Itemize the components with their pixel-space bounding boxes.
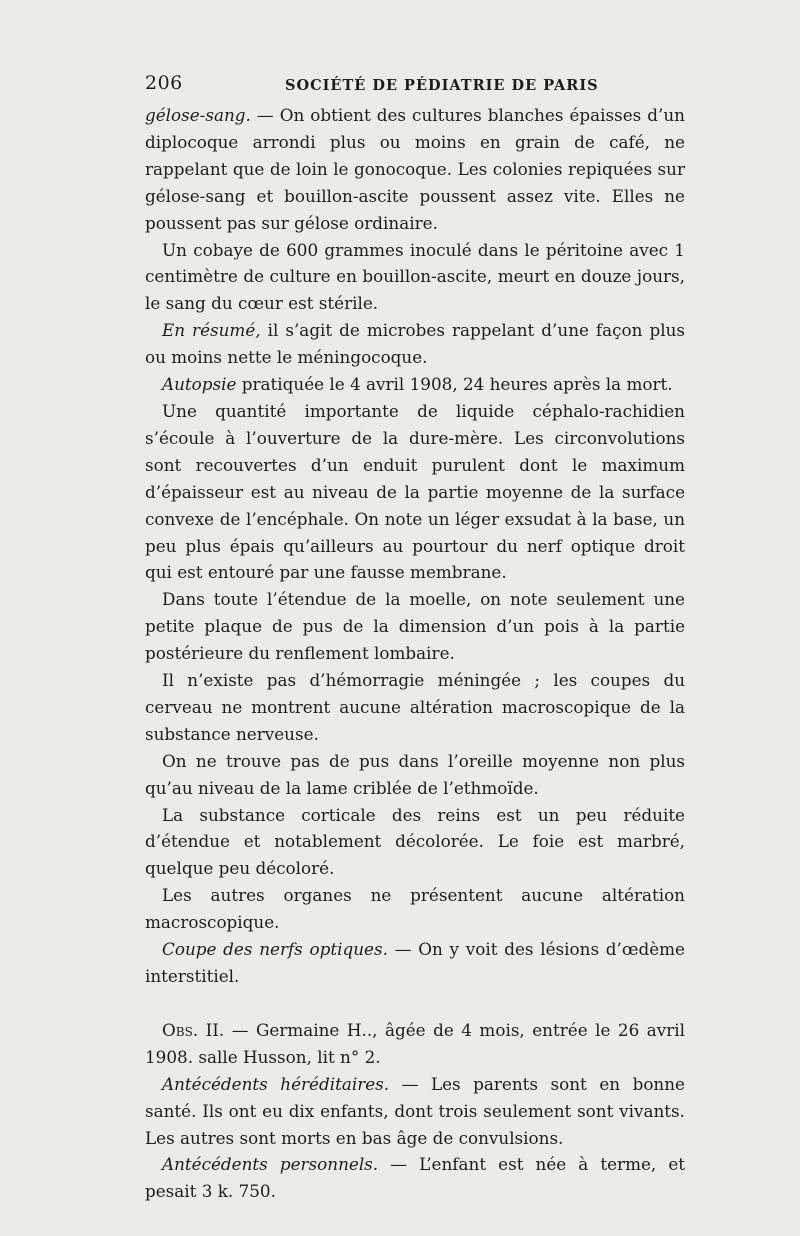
paragraph-liquide	[145, 398, 685, 586]
paragraph-moelle	[145, 586, 685, 667]
paragraph-gelose-sang	[145, 102, 685, 237]
paragraph-lead: En résumé,	[162, 320, 261, 341]
paragraph-oreille	[145, 748, 685, 802]
paragraph-autres-organes	[145, 882, 685, 936]
paragraph-lead: Autopsie	[162, 374, 237, 395]
paragraph-en-resume	[145, 317, 685, 371]
paragraph-lead: Coupe des nerfs optiques.	[162, 939, 388, 960]
paragraph-text: — On y voit des lésions d’œdème interstitiel.	[145, 939, 685, 986]
paragraph-lead: Antécédents personnels.	[162, 1154, 379, 1175]
paragraph-lead: Antécédents héréditaires.	[162, 1073, 390, 1094]
paragraph-lead: Obs. II.	[162, 1019, 225, 1040]
paragraph-text: Les autres organes ne présentent aucune altération macroscopique.	[145, 885, 685, 933]
paragraph-lead: gélose-sang.	[145, 105, 251, 125]
paragraph-cobaye	[145, 237, 685, 318]
paragraph-text: On ne trouve pas de pus dans l’oreille moyenne non plus qu’au niveau de la lame criblée de l’ethmoïde.	[145, 750, 685, 798]
body-text	[145, 102, 685, 1205]
paragraph-observation-2	[145, 1017, 685, 1071]
paragraph-text: il s’agit de microbes rappelant d’une façon plus ou moins nette le méningocoque.	[145, 320, 685, 368]
paragraph-nerfs-optiques	[145, 936, 685, 990]
page-number: 206	[145, 72, 183, 94]
paragraph-text: Un cobaye de 600 grammes inoculé dans le péritoine avec 1 centimètre de culture en bouillon-ascite, meurt en douze jours, le sang du cœur est stérile.	[145, 239, 685, 314]
paragraph-text: — L’enfant est née à terme, et pesait 3 k. 750.	[145, 1154, 686, 1202]
paragraph-text: — On obtient des cultures blanches épaisses d’un diplocoque arrondi plus ou moins en grain de café, ne rappelant que de loin le gonocoque. Les colonies repiquées sur gélose-sang et bouillon-ascite poussent assez vite. Elles ne poussent pas sur gélose ordinaire.	[145, 105, 685, 233]
paragraph-text: pratiquée le 4 avril 1908, 24 heures après la mort.	[236, 374, 673, 395]
running-title: SOCIÉTÉ DE PÉDIATRIE DE PARIS	[285, 77, 599, 94]
paragraph-antecedents-hereditaires	[145, 1071, 685, 1152]
paragraph-hemorragie	[145, 667, 685, 748]
paragraph-text: Dans toute l’étendue de la moelle, on note seulement une petite plaque de pus de la dimension d’un pois à la partie postérieure du renflement lombaire.	[145, 589, 685, 664]
paragraph-text: Il n’existe pas d’hémorragie méningée ; les coupes du cerveau ne montrent aucune altération macroscopique de la substance nerveuse.	[145, 670, 685, 744]
page-header	[145, 72, 685, 102]
paragraph-text: — Les parents sont en bonne santé. Ils ont eu dix enfants, dont trois seulement sont vivants. Les autres sont morts en bas âge de convulsions.	[145, 1073, 685, 1148]
paragraph-autopsie	[145, 371, 685, 398]
paragraph-reins	[145, 802, 685, 883]
paragraph-antecedents-personnels	[145, 1151, 685, 1205]
paragraph-text: — Germaine H.., âgée de 4 mois, entrée le 26 avril 1908. salle Husson, lit n° 2.	[145, 1019, 685, 1067]
paragraph-text: La substance corticale des reins est un peu réduite d’étendue et notablement décolorée. Le foie est marbré, quelque peu décoloré.	[145, 804, 685, 879]
paragraph-text: Une quantité importante de liquide céphalo-rachidien s’écoule à l’ouverture de la dure-mère. Les circonvolutions sont recouvertes d’un enduit purulent dont le maximum d’épaisseur est au niveau de la partie moyenne de la surface convexe de l’encéphale. On note un léger exsudat à la base, un peu plus épais qu’ailleurs au pourtour du nerf optique droit qui est entouré par une fausse membrane.	[145, 400, 685, 583]
